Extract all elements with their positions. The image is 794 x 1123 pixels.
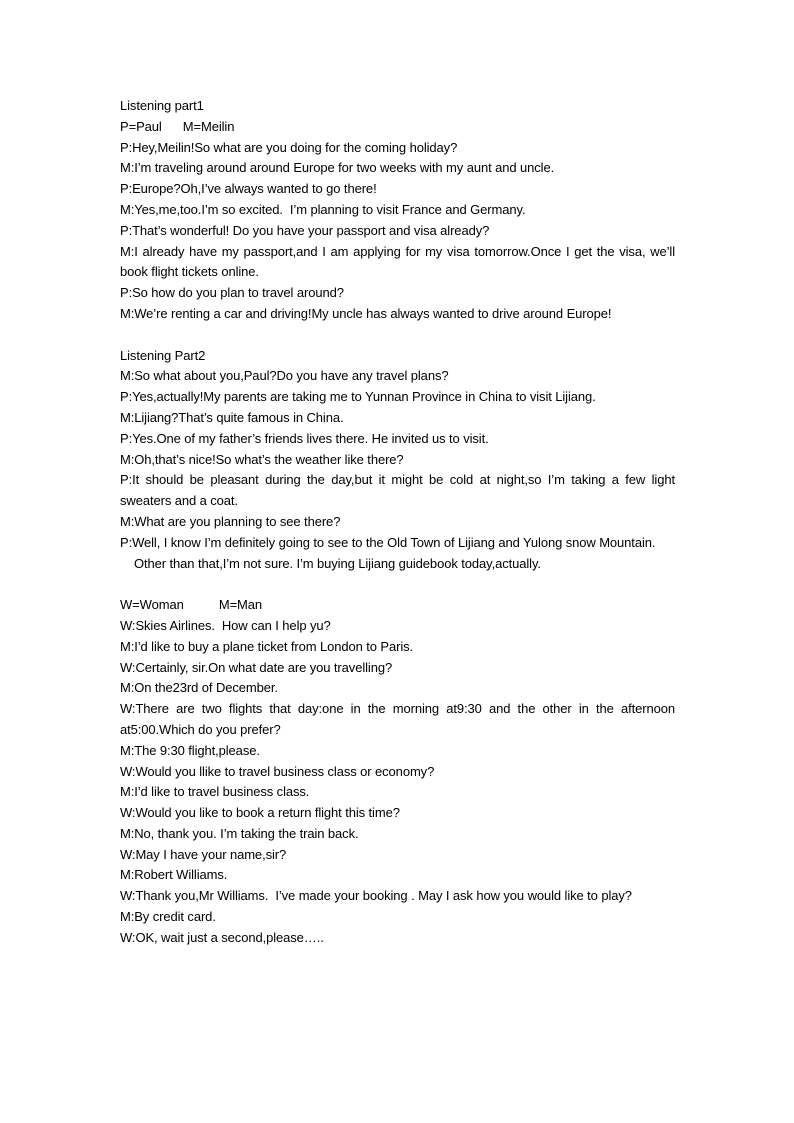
dialogue-line: P:So how do you plan to travel around?: [120, 285, 344, 301]
dialogue-line: W:Certainly, sir.On what date are you travelling?: [120, 659, 393, 675]
dialogue-line: M:Yes,me,too.I’m so excited. I’m planning to visit France and Germany.: [120, 201, 526, 217]
part1-speakers: P=Paul M=Meilin: [120, 118, 235, 134]
dialogue-line: P:That’s wonderful! Do you have your passport and visa already?: [120, 222, 490, 238]
dialogue-line: M:The 9:30 flight,please.: [120, 742, 260, 758]
dialogue-line: M:I’d like to travel business class.: [120, 784, 310, 800]
dialogue-line: W:OK, wait just a second,please…..: [120, 929, 324, 945]
dialogue-line: P:Yes.One of my father’s friends lives there. He invited us to visit.: [120, 430, 489, 446]
part2-heading: Listening Part2: [120, 347, 206, 363]
part3-speakers: W=Woman M=Man: [120, 597, 263, 613]
dialogue-line: M:By credit card.: [120, 909, 216, 925]
dialogue-line: M:I’m traveling around around Europe for two weeks with my aunt and uncle.: [120, 160, 555, 176]
dialogue-line: M:No, thank you. I’m taking the train back.: [120, 825, 359, 841]
dialogue-line: M:We’re renting a car and driving!My uncle has always wanted to drive around Europe!: [120, 305, 612, 321]
dialogue-line: W:May I have your name,sir?: [120, 846, 287, 862]
dialogue-line: M:I already have my passport,and I am applying for my visa tomorrow.Once I get the visa, we’ll book flight tickets online.: [120, 243, 675, 280]
dialogue-line: P:Europe?Oh,I’ve always wanted to go there!: [120, 181, 377, 197]
dialogue-line: P:Yes,actually!My parents are taking me to Yunnan Province in China to visit Lijiang.: [120, 389, 596, 405]
dialogue-line: P:It should be pleasant during the day,but it might be cold at night,so I’m taking a few light sweaters and a coat.: [120, 472, 675, 509]
dialogue-line: W:Thank you,Mr Williams. I’ve made your booking . May I ask how you would like to play?: [120, 888, 632, 904]
dialogue-line: M:Oh,that’s nice!So what’s the weather like there?: [120, 451, 404, 467]
spacer: [120, 574, 675, 595]
dialogue-line: M:On the23rd of December.: [120, 680, 278, 696]
spacer: [120, 325, 675, 346]
dialogue-line: W:Skies Airlines. How can I help yu?: [120, 617, 331, 633]
dialogue-line: M:I’d like to buy a plane ticket from London to Paris.: [120, 638, 414, 654]
dialogue-line: M:Lijiang?That’s quite famous in China.: [120, 409, 344, 425]
dialogue-line: W:There are two flights that day:one in the morning at9:30 and the other in the afternoon at5:00.Which do you prefer?: [120, 701, 675, 737]
dialogue-line: M:What are you planning to see there?: [120, 513, 341, 529]
part1-heading: Listening part1: [120, 98, 204, 113]
dialogue-line: Other than that,I’m not sure. I’m buying Lijiang guidebook today,actually.: [134, 555, 541, 571]
dialogue-line: W:Would you like to book a return flight this time?: [120, 805, 400, 821]
dialogue-line: M:So what about you,Paul?Do you have any travel plans?: [120, 368, 449, 384]
dialogue-line: W:Would you llike to travel business class or economy?: [120, 763, 435, 779]
dialogue-line: P:Well, I know I’m definitely going to see to the Old Town of Lijiang and Yulong snow Mountain.: [120, 534, 656, 550]
dialogue-line: M:Robert Williams.: [120, 867, 228, 883]
dialogue-line: P:Hey,Meilin!So what are you doing for the coming holiday?: [120, 139, 458, 155]
document-page: [120, 96, 675, 949]
